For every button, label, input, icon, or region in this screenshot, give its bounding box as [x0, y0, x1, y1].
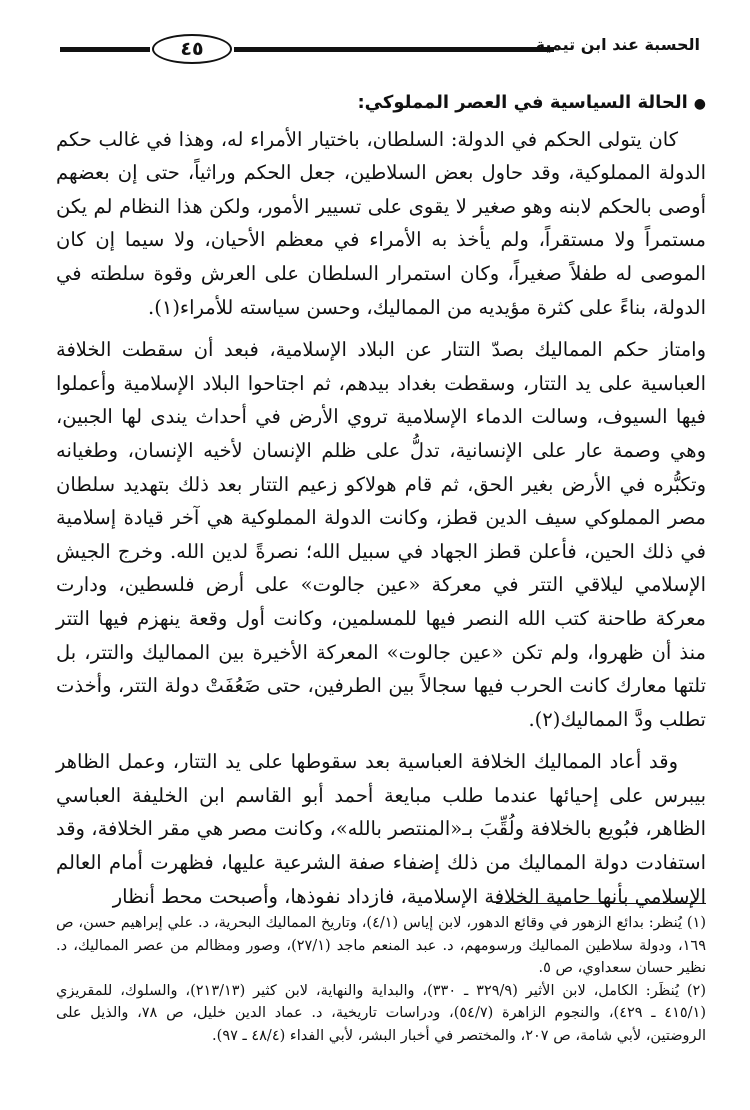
paragraph: وقد أعاد المماليك الخلافة العباسية بعد سقوطها على يد التتار، وعمل الظاهر بيبرس على إحيائها عندما طلب مبايعة أحمد أبو القاسم ابن الخليفة العباسي الظاهر، فبُويع بالخلافة ولُقِّبَ بـ«المنتصر بالله»، وكانت مصر هي مقر الخلافة، وقد استفادت دولة المماليك من ذلك إضفاء صفة الشرعية عليها، فظهرت أمام العالم الإسلامي بأنها حامية الخلافة الإسلامية، فازداد نفوذها، وأصبحت محط أنظار: [56, 750, 706, 908]
running-title: الحسبة عند ابن تيمية: [535, 35, 700, 54]
section-heading-text: الحالة السياسية في العصر المملوكي:: [357, 92, 688, 113]
footnote: (٢) يُنظَر: الكامل، لابن الأثير (٣٢٩/٩ ـ ٣٣٠)، والبداية والنهاية، لابن كثير (٢١٣/١٣)، والسلوك، للمقريزي (٤١٥/١ ـ ٤٢٩)، والنجوم الزاهرة (٥٤/٧)، ودراسات تاريخية، د. عماد الدين خليل، ص ٧٨، والذيل على الروضتين، لأبي شامة، ص ٢٠٧، والمختصر في أخبار البشر، لأبي الفداء (٤٨/٤ ـ ٩٧).: [56, 982, 707, 1044]
page-number-oval: [152, 34, 232, 64]
paragraph: كان يتولى الحكم في الدولة: السلطان، باختيار الأمراء له، وهذا في غالب حكم الدولة المملوكية، وقد حاول بعض السلاطين، جعل الحكم وراثياً، حتى إن بعضهم أوصى بالحكم لابنه وهو صغير لا يقوى على تسيير الأمور، ولكن هذا النظام لم يكن مستمراً ولا مستقراً، ولم يأخذ به الأمراء في معظم الأحيان، ولا سيما إن كان الموصى له طفلاً صغيراً، وكان استمرار السلطان على العرش وقوة سلطته في الدولة، بناءً على كثرة مؤيديه من المماليك، وحسن سياسته للأمراء(١).: [56, 127, 706, 319]
running-header: [60, 34, 700, 66]
footnote: (١) يُنظر: بدائع الزهور في وقائع الدهور، لابن إياس (٤/١)، وتاريخ المماليك البحرية، د. علي إبراهيم حسن، ص ١٦٩، ودولة سلاطين المماليك ورسومهم، د. عبد المنعم ماجد (٢٧/١)، وصور ومظالم من عصر المماليك، د. نظير حسان سعداوي، ص ٥.: [56, 915, 706, 977]
page-number: ٤٥: [180, 38, 204, 60]
footnotes: [56, 912, 706, 1048]
footnote-separator: [496, 903, 706, 904]
body-text: [56, 86, 706, 913]
bullet-icon: ●: [693, 96, 706, 112]
header-rule: [60, 47, 150, 52]
section-heading: [56, 86, 706, 122]
header-rule: [234, 47, 554, 52]
paragraph: وامتاز حكم المماليك بصدّ التتار عن البلاد الإسلامية، فبعد أن سقطت الخلافة العباسية على يد التتار، وسقطت بغداد بيدهم، ثم اجتاحوا البلاد الإسلامية وأعملوا فيها السيوف، وسالت الدماء الإسلامية تروي الأرض في أحداث يندى لها الجبين، وهي وصمة عار على الإنسانية، تدلُّ على ظلم الإنسان لأخيه الإنسان، وطغيانه وتكبُّره في الأرض بغير الحق، ثم قام هولاكو زعيم التتار بعد ذلك بتهديد سلطان مصر المملوكي سيف الدين قطز، وكانت الدولة المملوكية هي آخر قيادة إسلامية في ذلك الحين، فأعلن قطز الجهاد في سبيل الله؛ نصرةً لدين الله. وخرج الجيش الإسلامي ليلاقي التتر في معركة «عين جالوت» على أرض فلسطين، ودارت معركة طاحنة كتب الله النصر فيها للمسلمين، وكانت أول وقعة ينهزم فيها التتر منذ أن ظهروا، ولم تكن «عين جالوت» المعركة الأخيرة بين المماليك والتتر، بل تلتها معارك كانت الحرب فيها سجالاً بين الطرفين، حتى ضَعُفَتْ دولة التتر، وأخذت تطلب ودَّ المماليك(٢).: [56, 338, 706, 731]
